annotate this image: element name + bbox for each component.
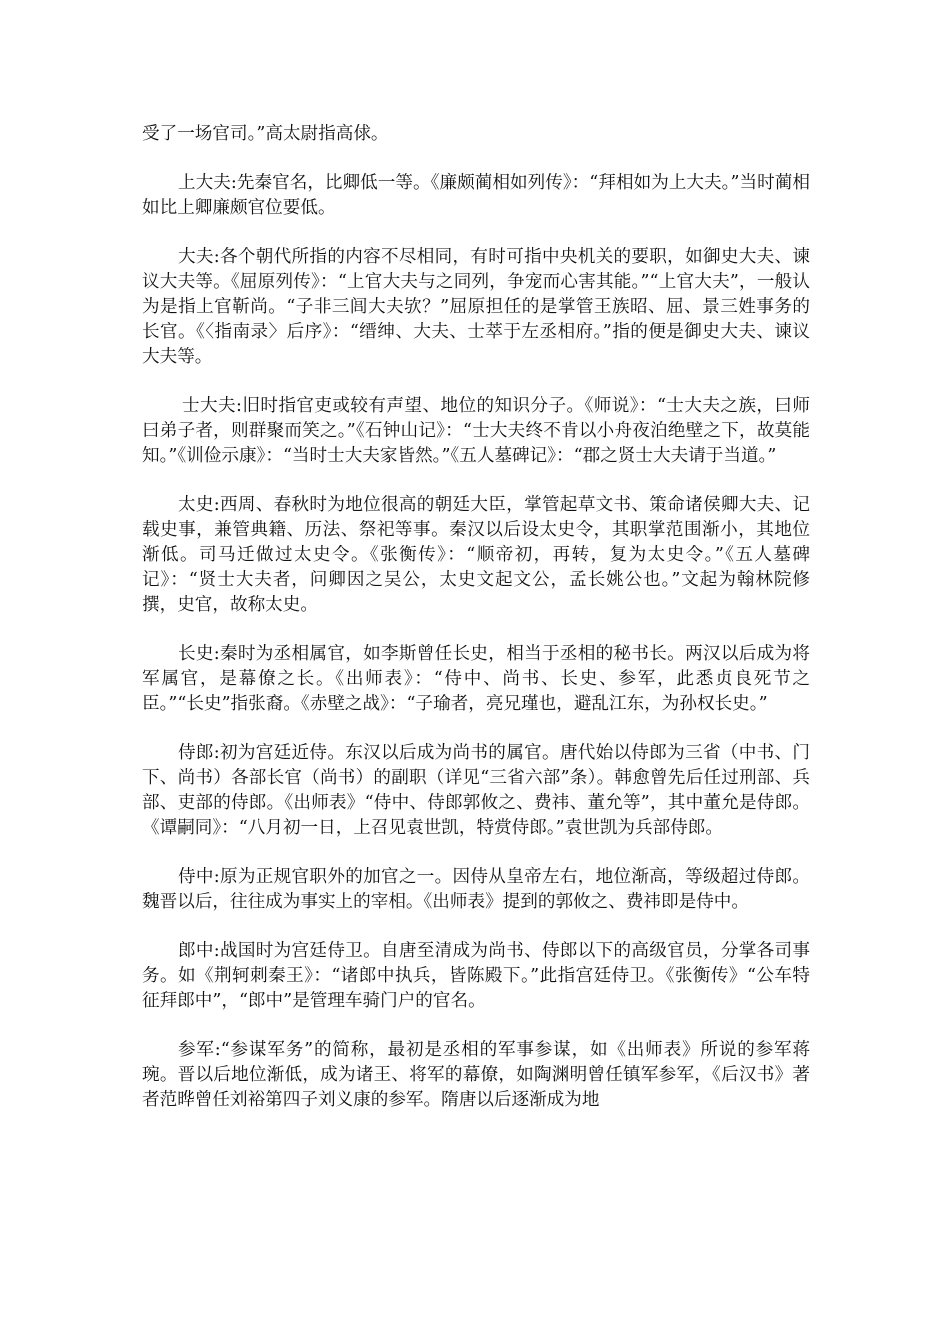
- paragraph-shidafu: 士大夫:旧时指官吏或较有声望、地位的知识分子。《师说》：“士大夫之族，曰师曰弟子者，则群聚而笑之。”《石钟山记》：“士大夫终不肯以小舟夜泊绝壁之下，故莫能知。”《训俭示康》：“当时士大夫家皆然。”《五人墓碑记》：“郡之贤士大夫请于当道。”: [142, 396, 810, 466]
- paragraph-zhangshi: 长史:秦时为丞相属官，如李斯曾任长史，相当于丞相的秘书长。两汉以后成为将军属官，是幕僚之长。《出师表》：“侍中、尚书、长史、参军，此悉贞良死节之臣。”“长史”指张裔。《赤壁之战》：“子瑜者，亮兄瑾也，避乱江东，为孙权长史。”: [142, 644, 810, 714]
- paragraph-continuation: 受了一场官司。”高太尉指高俅。: [142, 124, 389, 144]
- paragraph-shilang: 侍郎:初为宫廷近侍。东汉以后成为尚书的属官。唐代始以侍郎为三省（中书、门下、尚书）各部长官（尚书）的副职（详见“三省六部”条）。韩愈曾先后任过刑部、兵部、吏部的侍郎。《出师表》“侍中、侍郎郭攸之、费祎、董允等”，其中董允是侍郎。《谭嗣同》：“八月初一日，上召见袁世凯，特赏侍郎。”袁世凯为兵部侍郎。: [142, 743, 810, 838]
- paragraph-canjun: 参军:“参谋军务”的简称，最初是丞相的军事参谋，如《出师表》所说的参军蒋琬。晋以后地位渐低，成为诸王、将军的幕僚，如陶渊明曾任镇军参军，《后汉书》著者范晔曾任刘裕第四子刘义康的参军。隋唐以后逐渐成为地: [142, 1040, 810, 1110]
- paragraph-shangdafu: 上大夫:先秦官名，比卿低一等。《廉颇蔺相如列传》：“拜相如为上大夫。”当时蔺相如比上卿廉颇官位要低。: [142, 173, 810, 218]
- paragraph-dafu: 大夫:各个朝代所指的内容不尽相同，有时可指中央机关的要职，如御史大夫、谏议大夫等。《屈原列传》：“上官大夫与之同列，争宠而心害其能。”“上官大夫”，一般认为是指上官靳尚。“子非三闾大夫欤？”屈原担任的是掌管王族昭、屈、景三姓事务的长官。《〈指南录〉后序》：“缙绅、大夫、士萃于左丞相府。”指的便是御史大夫、谏议大夫等。: [142, 247, 810, 367]
- paragraph-taishi: 太史:西周、春秋时为地位很高的朝廷大臣，掌管起草文书、策命诸侯卿大夫、记载史事，兼管典籍、历法、祭祀等事。秦汉以后设太史令，其职掌范围渐小，其地位渐低。司马迁做过太史令。《张衡传》：“顺帝初，再转，复为太史令。”《五人墓碑记》：“贤士大夫者，问卿因之吴公，太史文起文公，孟长姚公也。”文起为翰林院修撰，史官，故称太史。: [142, 495, 810, 615]
- paragraph-shizhong: 侍中:原为正规官职外的加官之一。因侍从皇帝左右，地位渐高，等级超过侍郎。魏晋以后，往往成为事实上的宰相。《出师表》提到的郭攸之、费祎即是侍中。: [142, 867, 810, 912]
- document-page: [142, 122, 810, 1137]
- paragraph-langzhong: 郎中:战国时为宫廷侍卫。自唐至清成为尚书、侍郎以下的高级官员，分掌各司事务。如《荆轲刺秦王》：“诸郎中执兵，皆陈殿下。”此指宫廷侍卫。《张衡传》“公车特征拜郎中”，“郎中”是管理车骑门户的官名。: [142, 941, 810, 1011]
